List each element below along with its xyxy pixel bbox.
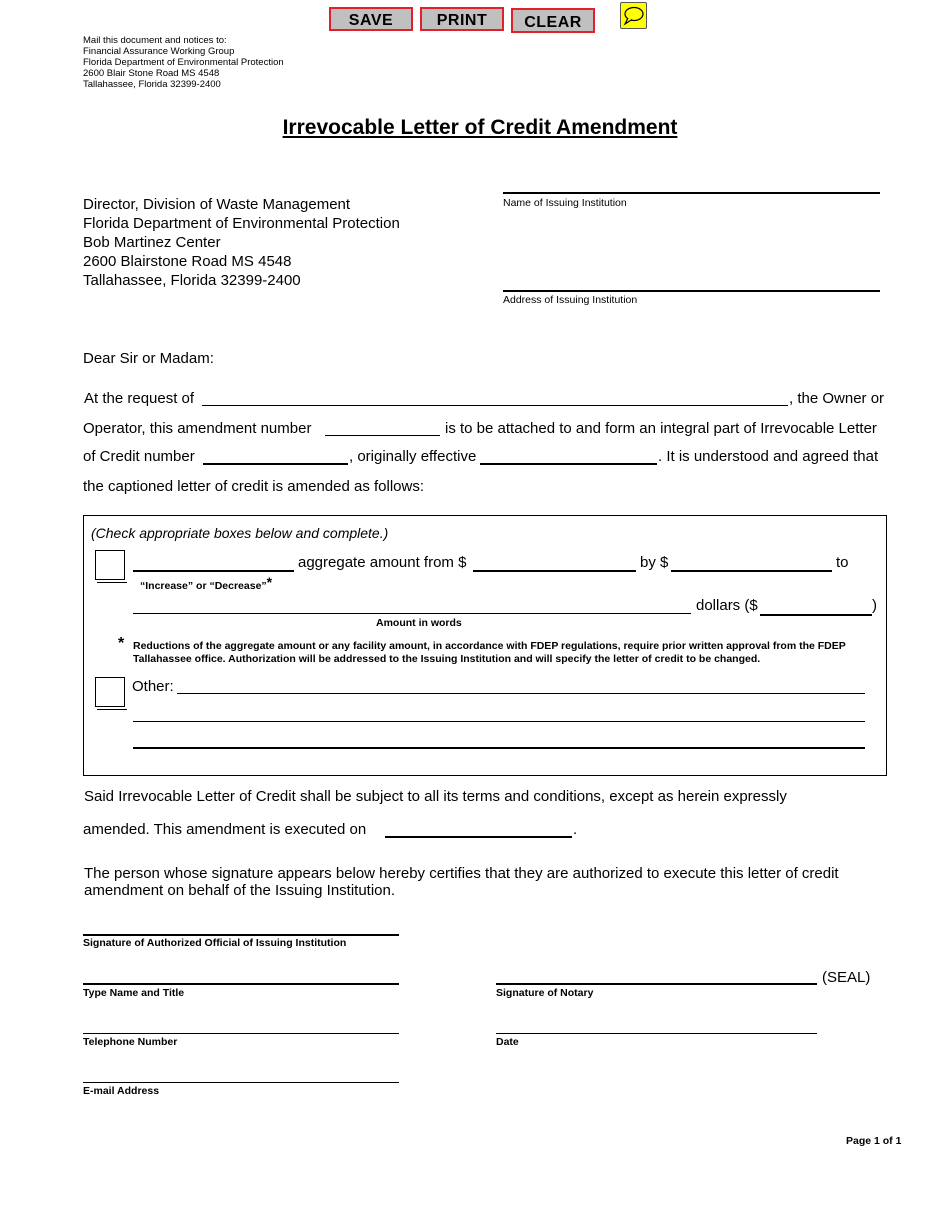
seal-text: (SEAL) [822,969,871,986]
page-number: Page 1 of 1 [846,1135,902,1147]
other-line-1[interactable] [177,693,865,694]
amendment-options-box [83,515,887,776]
by-text: by $ [640,554,669,571]
terms-text-line1: Said Irrevocable Letter of Credit shall be subject to all its terms and conditions, except as herein expressly [84,788,787,805]
effective-date-field[interactable] [480,463,657,465]
certification-text: The person whose signature appears below hereby certifies that they are authorized to execute this letter of credit amendment on behalf of the Issuing Institution. [84,865,839,899]
reduction-note-line: Tallahassee office. Authorization will be addressed to the Issuing Institution and will specify the letter of credit to be changed. [133,653,761,665]
telephone-label: Telephone Number [83,1036,178,1048]
recipient-line: Director, Division of Waste Management [83,196,351,213]
name-title-line[interactable] [83,983,399,985]
terms-text-line2: amended. This amendment is executed on [83,821,367,838]
issuer-address-line [503,290,880,292]
increase-decrease-field[interactable] [133,570,294,572]
official-signature-line[interactable] [83,934,399,936]
notary-signature-line[interactable] [496,983,817,985]
salutation: Dear Sir or Madam: [83,350,214,367]
dollars-text: dollars ($ [696,597,758,614]
issuer-name-line [503,192,880,194]
requester-field[interactable] [202,405,788,406]
attached-text: is to be attached to and form an integral part of Irrevocable Letter [445,420,877,437]
from-amount-field[interactable] [473,570,636,572]
dollar-amount-field[interactable] [760,614,872,616]
issuer-address-input[interactable] [503,269,879,289]
recipient-line: Florida Department of Environmental Protection [83,215,400,232]
inc-dec-label: “Increase” or “Decrease” [140,580,267,592]
issuer-address-label: Address of Issuing Institution [503,294,638,306]
operator-amend-text: Operator, this amendment number [83,420,312,437]
credit-number-text: of Credit number [83,448,195,465]
mailing-line: 2600 Blair Stone Road MS 4548 [83,68,220,79]
amount-words-label: Amount in words [376,617,462,629]
inc-dec-asterisk: * [266,574,273,590]
page-title: Irrevocable Letter of Credit Amendment [282,116,678,139]
issuer-name-input[interactable] [503,172,879,192]
by-amount-field[interactable] [671,570,832,572]
execution-date-field[interactable] [385,836,572,838]
name-title-label: Type Name and Title [83,987,185,999]
reduction-note [133,640,883,666]
telephone-line[interactable] [83,1033,399,1034]
originally-text: , originally effective [349,448,477,465]
official-signature-label: Signature of Authorized Official of Issuing Institution [83,937,347,949]
date-label: Date [496,1036,519,1048]
box-instruction: (Check appropriate boxes below and complete.) [91,525,389,541]
recipient-line: Tallahassee, Florida 32399-2400 [83,272,301,289]
email-label: E-mail Address [83,1085,160,1097]
at-request-text: At the request of [84,390,195,407]
issuer-name-label: Name of Issuing Institution [503,197,627,209]
mailing-instructions [83,35,284,90]
speech-bubble-icon [621,3,646,28]
recipient-line: 2600 Blairstone Road MS 4548 [83,253,292,270]
date-line[interactable] [496,1033,817,1034]
clear-button[interactable]: CLEAR [511,8,595,33]
mailing-line: Financial Assurance Working Group [83,46,235,57]
comment-note-button[interactable] [620,2,647,29]
terms-period: . [573,821,578,838]
to-text: to [836,554,849,571]
reduction-note-line: Reductions of the aggregate amount or any facility amount, in accordance with FDEP regulations, require prior written approval from the FDEP [133,640,846,652]
note-asterisk: * [118,635,125,652]
mailing-line: Tallahassee, Florida 32399-2400 [83,79,221,90]
amount-in-words-field[interactable] [133,613,691,614]
notary-signature-label: Signature of Notary [496,987,594,999]
inc-dec-label-wrap [140,574,272,594]
close-paren-text: ) [872,597,877,614]
other-line-2[interactable] [133,721,865,722]
save-button[interactable]: SAVE [329,7,413,31]
recipient-address [83,195,400,290]
other-label: Other: [132,678,174,695]
aggregate-change-checkbox[interactable] [95,550,125,580]
understood-text: . It is understood and agreed that [658,448,879,465]
mailing-line: Florida Department of Environmental Protection [83,57,284,68]
credit-number-field[interactable] [203,463,348,465]
email-line[interactable] [83,1082,399,1083]
owner-or-text: , the Owner or [789,390,885,407]
amendment-number-field[interactable] [325,435,440,436]
captioned-text: the captioned letter of credit is amended as follows: [83,478,425,495]
mailing-line: Mail this document and notices to: [83,35,227,46]
print-button[interactable]: PRINT [420,7,504,31]
other-checkbox[interactable] [95,677,125,707]
other-line-3[interactable] [133,747,865,749]
recipient-line: Bob Martinez Center [83,234,221,251]
aggregate-from-text: aggregate amount from $ [298,554,467,571]
